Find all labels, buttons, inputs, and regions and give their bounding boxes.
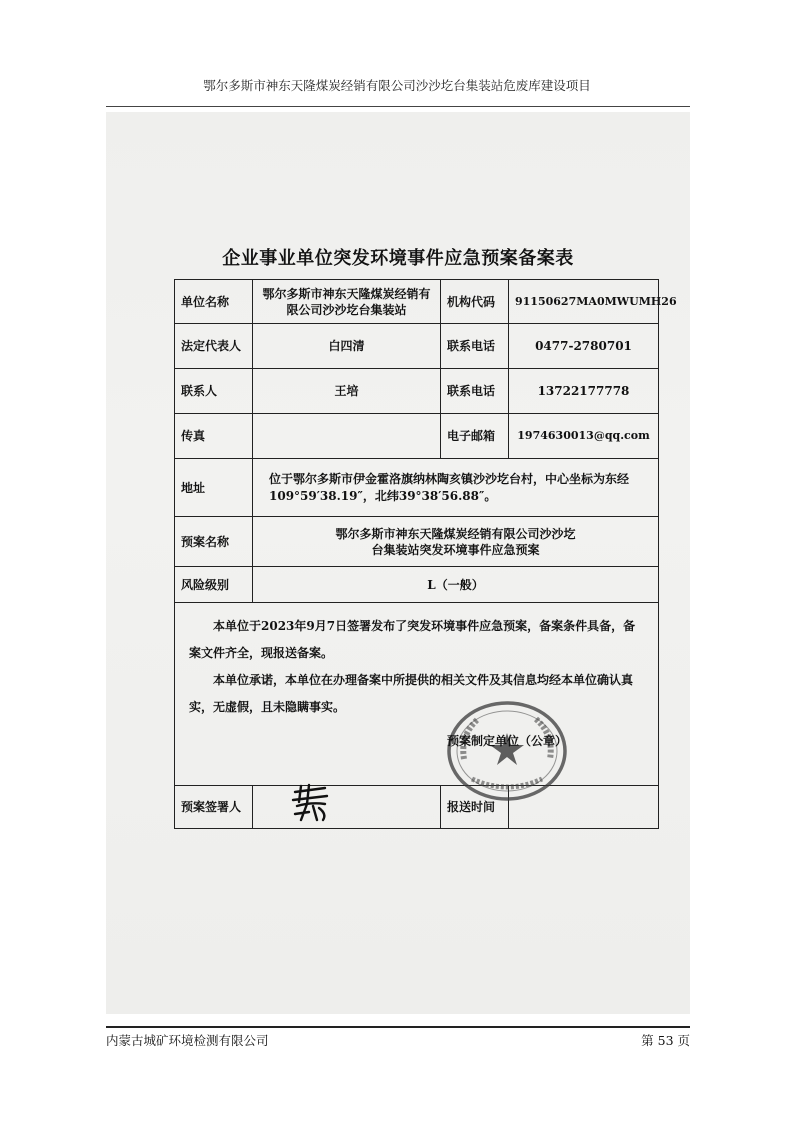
form-title: 企业事业单位突发环境事件应急预案备案表: [222, 248, 574, 269]
contact-value: 王培: [253, 369, 441, 414]
footer-page-number: 第 53 页: [641, 1033, 690, 1048]
filing-form-table: [174, 279, 677, 829]
signer-label: 预案签署人: [175, 786, 253, 829]
phone-value-2: 13722177778: [509, 369, 659, 414]
fax-value: [253, 414, 441, 459]
unit-name-label: 单位名称: [175, 280, 253, 324]
contact-label: 联系人: [175, 369, 253, 414]
seal-sign-line: 预案制定单位（公章）: [447, 734, 568, 748]
address-value: 位于鄂尔多斯市伊金霍洛旗纳林陶亥镇沙沙圪台村，中心坐标为东经109°59′38.19″，北纬39°38′56.88″。: [253, 459, 659, 517]
phone-value-1: 0477-2780701: [509, 324, 659, 369]
official-seal-stamp: [444, 699, 570, 803]
row-unit-name: [175, 280, 659, 324]
plan-name-label: 预案名称: [175, 517, 253, 567]
header-rule: [106, 106, 690, 107]
email-value: 1974630013@qq.com: [509, 414, 659, 459]
legal-rep-label: 法定代表人: [175, 324, 253, 369]
row-address: [175, 459, 659, 517]
declaration-paragraph-2: 本单位承诺，本单位在办理备案中所提供的相关文件及其信息均经本单位确认真实，无虚假，且未隐瞒事实。: [189, 673, 634, 714]
row-contact: [175, 369, 659, 414]
plan-name-value: 鄂尔多斯市神东天隆煤炭经销有限公司沙沙圪台集装站突发环境事件应急预案: [253, 517, 659, 567]
unit-name-value: 鄂尔多斯市神东天隆煤炭经销有限公司沙沙圪台集装站: [253, 280, 441, 324]
row-fax-email: [175, 414, 659, 459]
footer-rule: [106, 1026, 690, 1028]
row-signer: [175, 786, 659, 829]
submit-time-label: 报送时间: [441, 786, 509, 829]
declaration-paragraph-1: 本单位于2023年9月7日签署发布了突发环境事件应急预案，备案条件具备，备案文件齐全，现报送备案。: [189, 619, 636, 660]
phone-label-1: 联系电话: [441, 324, 509, 369]
declaration-block: [189, 603, 644, 785]
row-legal-rep: [175, 324, 659, 369]
address-label: 地址: [175, 459, 253, 517]
signature-cell: [253, 786, 440, 828]
org-code-value: 91150627MA0MWUMH26: [509, 280, 659, 324]
risk-level-label: 风险级别: [175, 567, 253, 603]
risk-level-value: L（一般）: [253, 567, 659, 603]
legal-rep-value: 白四清: [253, 324, 441, 369]
handwritten-signature-icon: [287, 782, 335, 824]
fax-label: 传真: [175, 414, 253, 459]
row-plan-name: [175, 517, 659, 567]
document-header-title: 鄂尔多斯市神东天隆煤炭经销有限公司沙沙圪台集装站危废库建设项目: [203, 78, 591, 93]
email-label: 电子邮箱: [441, 414, 509, 459]
footer-company: 内蒙古城矿环境检测有限公司: [106, 1033, 269, 1048]
phone-label-2: 联系电话: [441, 369, 509, 414]
row-declaration: [175, 603, 659, 786]
row-risk-level: [175, 567, 659, 603]
org-code-label: 机构代码: [441, 280, 509, 324]
